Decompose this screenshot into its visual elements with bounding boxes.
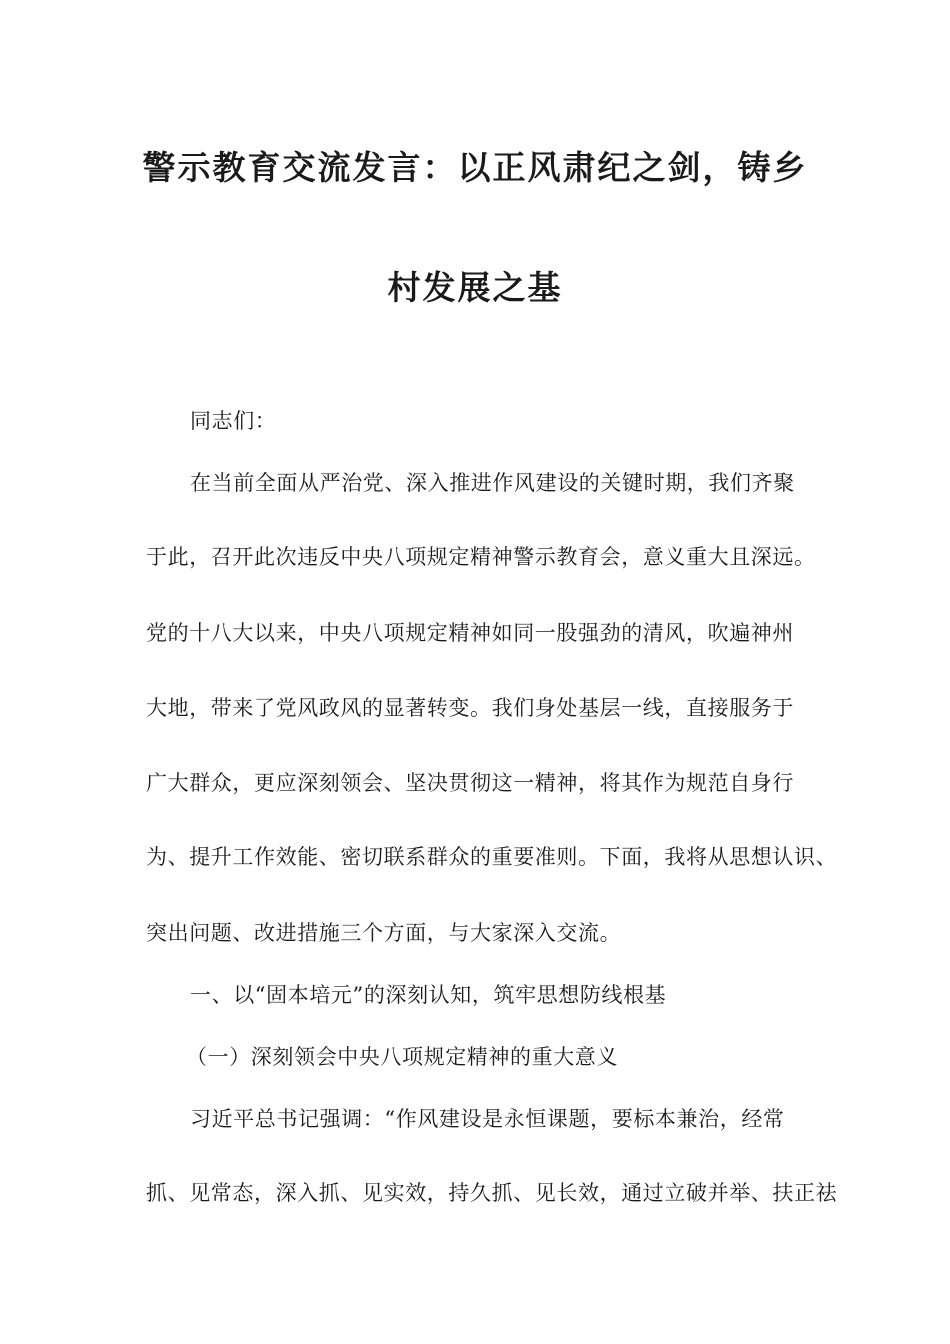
paragraph-1-line: 为、提升工作效能、密切联系群众的重要准则。下面，我将从思想认识、	[146, 845, 838, 869]
document-title-line-1: 警示教育交流发言：以正风肃纪之剑，铸乡	[142, 148, 808, 187]
section-heading-1: 一、以“固本培元”的深刻认知，筑牢思想防线根基	[190, 983, 667, 1007]
document-title-line-2: 村发展之基	[387, 268, 563, 307]
paragraph-1-line: 在当前全面从严治党、深入推进作风建设的关键时期，我们齐聚	[190, 471, 795, 495]
salutation: 同志们：	[190, 409, 277, 433]
paragraph-1-line: 党的十八大以来，中央八项规定精神如同一股强劲的清风，吹遍神州	[146, 621, 794, 645]
paragraph-1-line: 突出问题、改进措施三个方面，与大家深入交流。	[146, 921, 622, 945]
paragraph-1-line: 广大群众，更应深刻领会、坚决贯彻这一精神，将其作为规范自身行	[146, 771, 794, 795]
paragraph-2-line: 习近平总书记强调：“作风建设是永恒课题，要标本兼治，经常	[190, 1107, 785, 1131]
paragraph-2-line: 抓、见常态，深入抓、见实效，持久抓、见长效，通过立破并举、扶正祛	[146, 1181, 838, 1205]
subsection-heading-1: （一）深刻领会中央八项规定精神的重大意义	[186, 1045, 618, 1069]
paragraph-1-line: 于此，召开此次违反中央八项规定精神警示教育会，意义重大且深远。	[146, 545, 816, 569]
paragraph-1-line: 大地，带来了党风政风的显著转变。我们身处基层一线，直接服务于	[146, 696, 794, 720]
